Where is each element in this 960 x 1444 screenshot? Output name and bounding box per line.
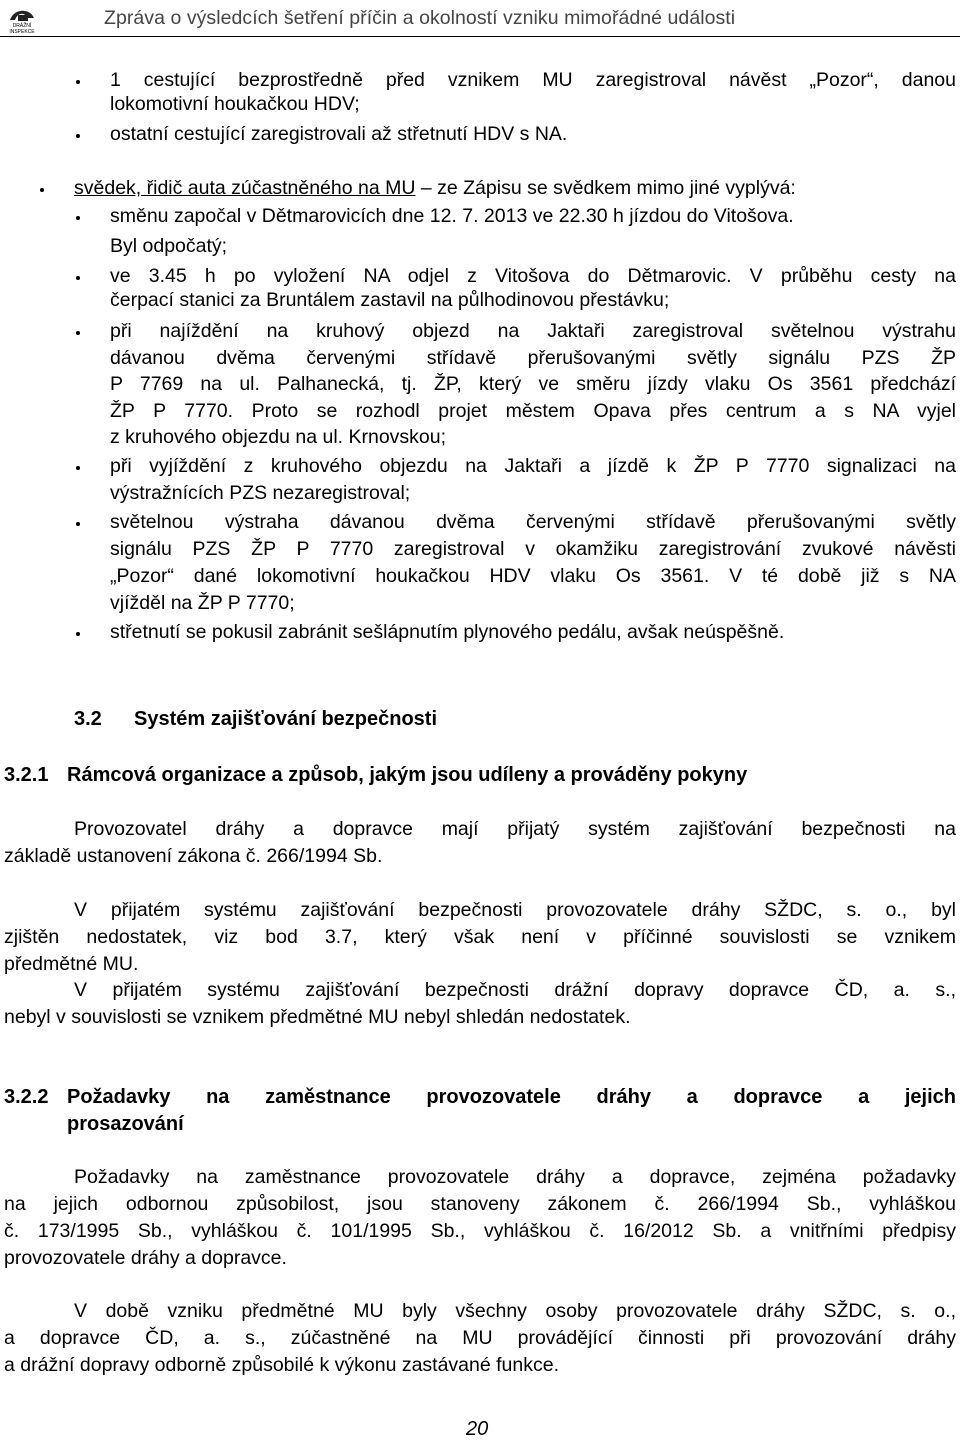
list-item-cont: ŽP P 7770. Proto se rozhodl projet městem Opava přes centrum a s NA vyjel	[110, 400, 956, 422]
list-item: 1 cestující bezprostředně před vznikem MU zaregistroval návěst „Pozor“, danou	[110, 69, 956, 91]
page-header	[0, 0, 960, 40]
bullet	[40, 188, 44, 192]
list-item: při najíždění na kruhový objezd na Jaktaři zaregistroval světelnou výstrahu	[110, 320, 956, 342]
list-item-cont: „Pozor“ dané lokomotivní houkačkou HDV vlaku Os 3561. V té době již s NA	[110, 565, 956, 587]
list-item-cont: Byl odpočatý;	[110, 235, 228, 257]
paragraph-line: č. 173/1995 Sb., vyhláškou č. 101/1995 Sb., vyhláškou č. 16/2012 Sb. a vnitřními předpisy	[4, 1220, 956, 1242]
bullet	[76, 466, 80, 470]
list-item-cont: dávanou dvěma červenými střídavě přerušovanými světly signálu PZS ŽP	[110, 347, 956, 369]
bullet	[76, 134, 80, 138]
paragraph-line: V přijatém systému zajišťování bezpečnosti provozovatele dráhy SŽDC, s. o., byl	[74, 899, 956, 921]
drazni-inspekce-logo	[4, 4, 40, 34]
list-item: ve 3.45 h po vyložení NA odjel z Vitošova do Dětmarovic. V průběhu cesty na	[110, 265, 956, 287]
bullet	[76, 331, 80, 335]
paragraph-line: nebyl v souvislosti se vznikem předmětné MU nebyl shledán nedostatek.	[4, 1006, 631, 1028]
subsection-title-cont: prosazování	[67, 1113, 184, 1135]
paragraph-line: a dopravce ČD, a. s., zúčastněné na MU provádějící činnosti při provozování dráhy	[4, 1327, 956, 1349]
paragraph-line: V přijatém systému zajišťování bezpečnosti drážní dopravy dopravce ČD, a. s.,	[74, 979, 956, 1001]
header-divider	[0, 36, 960, 37]
paragraph-line: na jejich odbornou způsobilost, jsou stanoveny zákonem č. 266/1994 Sb., vyhláškou	[4, 1193, 956, 1215]
list-item: střetnutí se pokusil zabránit sešlápnutím plynového pedálu, avšak neúspěšně.	[110, 621, 785, 643]
paragraph-line: zjištěn nedostatek, viz bod 3.7, který však není v příčinné souvislosti se vznikem	[4, 926, 956, 948]
list-item: světelnou výstraha dávanou dvěma červenými střídavě přerušovanými světly	[110, 511, 956, 533]
list-item-cont: výstražnících PZS nezaregistroval;	[110, 482, 411, 504]
list-item-cont: P 7769 na ul. Palhanecká, tj. ŽP, který ve směru jízdy vlaku Os 3561 předchází	[110, 373, 956, 395]
section-title: Systém zajišťování bezpečnosti	[134, 708, 438, 730]
list-item-cont: signálu PZS ŽP P 7770 zaregistroval v okamžiku zaregistrování zvukové návěsti	[110, 538, 956, 560]
list-item-cont: lokomotivní houkačkou HDV;	[110, 93, 360, 115]
list-item-cont: vjížděl na ŽP P 7770;	[110, 592, 295, 614]
subsection-number: 3.2.2	[4, 1086, 49, 1108]
witness-heading	[74, 176, 796, 200]
bullet	[76, 632, 80, 636]
paragraph-line: Provozovatel dráhy a dopravce mají přijatý systém zajišťování bezpečnosti na	[74, 818, 956, 840]
header-title: Zpráva o výsledcích šetření příčin a okolností vzniku mimořádné události	[104, 7, 736, 29]
list-item: směnu započal v Dětmarovicích dne 12. 7. 2013 ve 22.30 h jízdou do Vitošova.	[110, 205, 794, 227]
paragraph-line: a drážní dopravy odborně způsobilé k výkonu zastávané funkce.	[4, 1354, 560, 1376]
bullet	[76, 80, 80, 84]
bullet	[76, 216, 80, 220]
witness-heading-rest: – ze Zápisu se svědkem mimo jiné vyplývá:	[415, 177, 796, 199]
page-number: 20	[466, 1418, 489, 1440]
subsection-number: 3.2.1	[4, 764, 49, 786]
svg-text:INSPEKCE: INSPEKCE	[9, 29, 35, 34]
paragraph-line: provozovatele dráhy a dopravce.	[4, 1247, 287, 1269]
bullet	[76, 522, 80, 526]
paragraph-line: Požadavky na zaměstnance provozovatele dráhy a dopravce, zejména požadavky	[74, 1166, 956, 1188]
subsection-title: Požadavky na zaměstnance provozovatele dráhy a dopravce a jejich	[67, 1086, 956, 1108]
list-item-cont: čerpací stanici za Bruntálem zastavil na půlhodinovou přestávku;	[110, 289, 670, 311]
bullet	[76, 276, 80, 280]
list-item: při vyjíždění z kruhového objezdu na Jaktaři a jízdě k ŽP P 7770 signalizaci na	[110, 455, 956, 477]
paragraph-line: předmětné MU.	[4, 953, 139, 975]
paragraph-line: V době vzniku předmětné MU byly všechny osoby provozovatele dráhy SŽDC, s. o.,	[74, 1300, 956, 1322]
paragraph-line: základě ustanovení zákona č. 266/1994 Sb.	[4, 845, 383, 867]
list-item-cont: z kruhového objezdu na ul. Krnovskou;	[110, 426, 447, 448]
list-item: ostatní cestující zaregistrovali až střetnutí HDV s NA.	[110, 123, 568, 145]
svg-text:DRÁŽNÍ: DRÁŽNÍ	[12, 23, 32, 29]
section-number: 3.2	[74, 708, 102, 730]
witness-label: svědek, řidič auta zúčastněného na MU	[74, 177, 416, 199]
subsection-title: Rámcová organizace a způsob, jakým jsou udíleny a prováděny pokyny	[67, 764, 748, 786]
